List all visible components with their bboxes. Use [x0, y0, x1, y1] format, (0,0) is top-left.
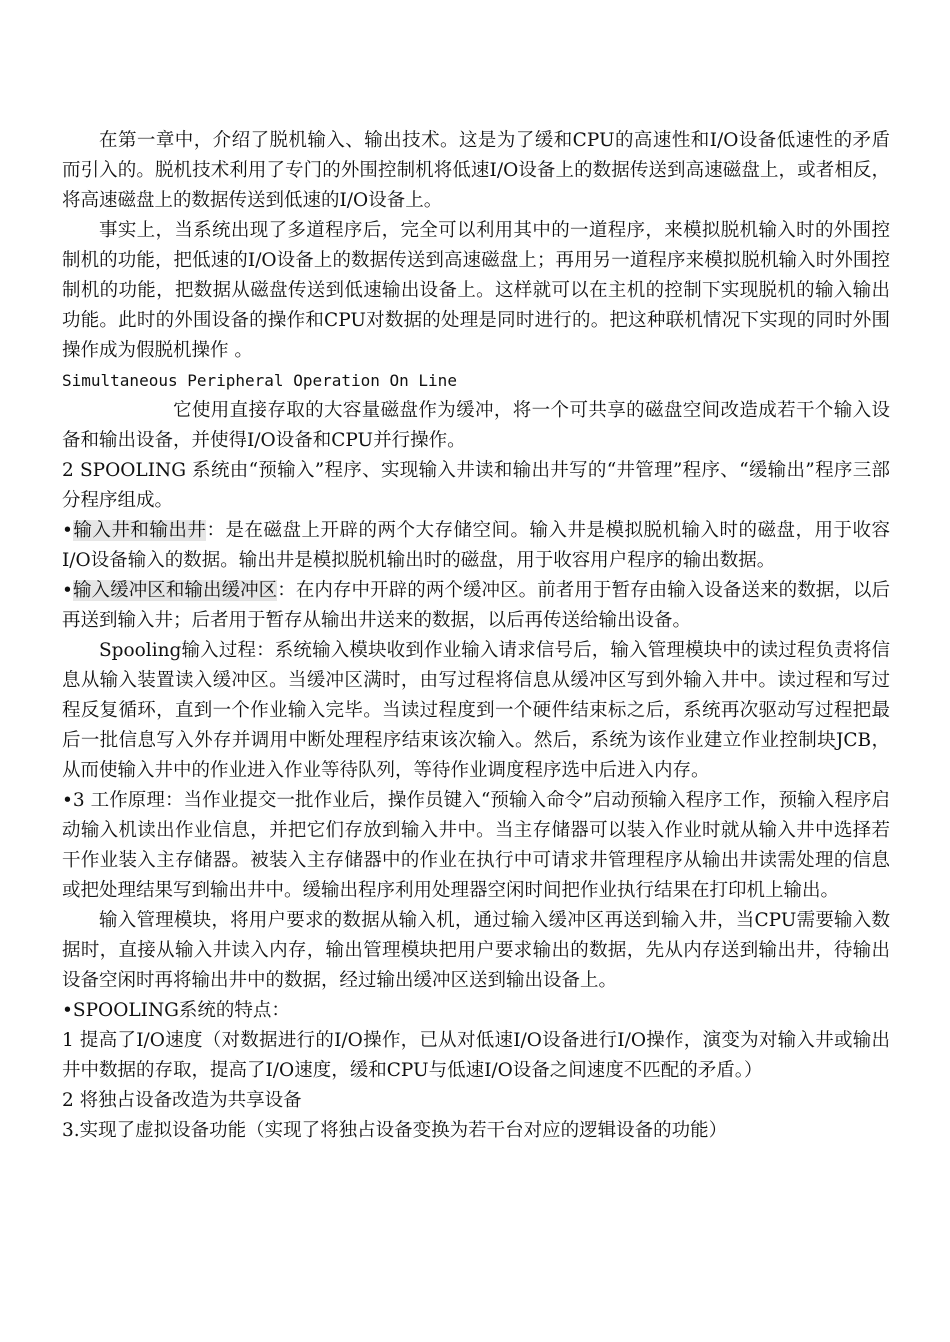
features-heading: •SPOOLING系统的特点： [62, 1000, 290, 1021]
buffers-bullet-paragraph [62, 576, 890, 636]
spooling-input-process-paragraph: Spooling输入过程：系统输入模块收到作业输入请求信号后，输入管理模块中的读过程负责将信息从输入装置读入缓冲区。当缓冲区满时，由写过程将信息从缓冲区写到外输入井中。读过程和写过程反复循环，直到一个作业输入完毕。当读过程度到一个硬件结束标之后，系统再次驱动写过程把最后一批信息写入外存并调用中断处理程序结束该次输入。然后，系统为该作业建立作业控制块JCB，从而使输入井中的作业进入作业等待队列，等待作业调度程序选中后进入内存。 [62, 640, 890, 781]
buffers-description: ：在内存中开辟的两个缓冲区。前者用于暂存由输入设备送来的数据，以后再送到输入井；后者用于暂存从输出井送来的数据，以后再传送给输出设备。 [62, 580, 890, 631]
highlighted-term-buffers: 输入缓冲区和输出缓冲区 [72, 580, 278, 601]
feature-item-1: 1 提高了I/O速度（对数据进行的I/O操作，已从对低速I/O设备进行I/O操作，演变为对输入井或输出井中数据的存取，提高了I/O速度，缓和CPU与低速I/O设备之间速度不匹配的矛盾。） [62, 1030, 890, 1081]
highlighted-term-wells: 输入井和输出井 [72, 520, 207, 541]
multiprogramming-paragraph: 事实上，当系统出现了多道程序后，完全可以利用其中的一道程序，来模拟脱机输入时的外围控制机的功能，把低速的I/O设备上的数据传送到高速磁盘上；再用另一道程序来模拟脱机输入时外围控制机的功能，把数据从磁盘传送到低速输出设备上。这样就可以在主机的控制下实现脱机的输入输出功能。此时的外围设备的操作和CPU对数据的处理是同时进行的。把这种联机情况下实现的同时外围操作成为假脱机操作 。 [62, 220, 890, 361]
feature-item-2: 2 将独占设备改造为共享设备 [62, 1090, 302, 1111]
working-principle-paragraph: •3 工作原理：当作业提交一批作业后，操作员键入“预输入命令”启动预输入程序工作，预输入程序启动输入机读出作业信息，并把它们存放到输入井中。当主存储器可以装入作业时就从输入井中选择若干作业装入主存储器。被装入主存储器中的作业在执行中可请求井管理程序从输出井读需处理的信息或把处理结果写到输出井中。缓输出程序利用处理器空闲时间把作业执行结果在打印机上输出。 [62, 790, 890, 901]
bullet: • [62, 580, 73, 601]
spooling-full-name: Simultaneous Peripheral Operation On Line [62, 371, 457, 390]
wells-description: ：是在磁盘上开辟的两个大存储空间。输入井是模拟脱机输入时的磁盘，用于收容I/O设备输入的数据。输出井是模拟脱机输出时的磁盘，用于收容用户程序的输出数据。 [62, 520, 890, 571]
bullet: • [62, 520, 73, 541]
intro-paragraph: 在第一章中，介绍了脱机输入、输出技术。这是为了缓和CPU的高速性和I/O设备低速性的矛盾而引入的。脱机技术利用了专门的外围控制机将低速I/O设备上的数据传送到高速磁盘上，或者相反，将高速磁盘上的数据传送到低速的I/O设备上。 [62, 130, 890, 211]
input-management-paragraph: 输入管理模块，将用户要求的数据从输入机，通过输入缓冲区再送到输入井，当CPU需要输入数据时，直接从输入井读入内存，输出管理模块把用户要求输出的数据，先从内存送到输出井，待输出设备空闲时再将输出井中的数据，经过输出缓冲区送到输出设备上。 [62, 910, 890, 991]
wells-bullet-paragraph [62, 516, 890, 576]
disk-buffer-paragraph: 它使用直接存取的大容量磁盘作为缓冲，将一个可共享的磁盘空间改造成若干个输入设备和输出设备，并使得I/O设备和CPU并行操作。 [62, 400, 890, 451]
spooling-composition-paragraph: 2 SPOOLING 系统由“预输入”程序、实现输入井读和输出井写的“井管理”程序、“缓输出”程序三部分程序组成。 [62, 460, 890, 511]
feature-item-3: 3.实现了虚拟设备功能（实现了将独占设备变换为若干台对应的逻辑设备的功能） [62, 1120, 728, 1141]
